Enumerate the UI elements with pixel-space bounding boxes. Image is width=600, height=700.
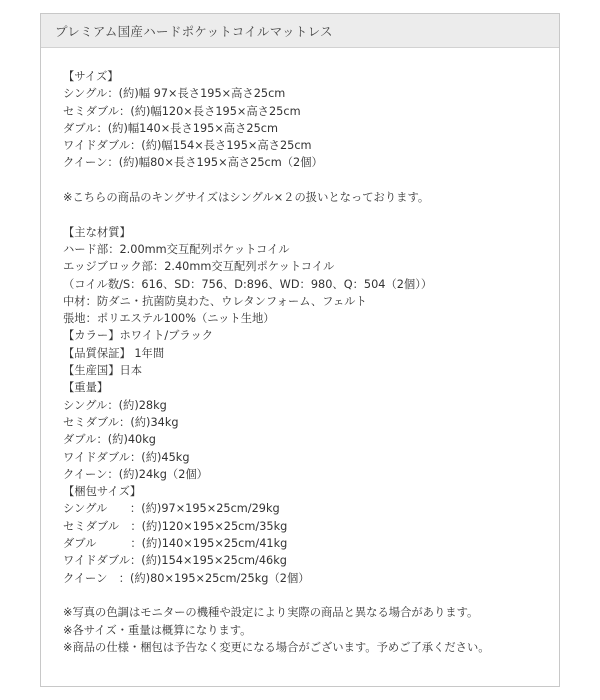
- spec-line: ※各サイズ・重量は概算になります。: [63, 623, 252, 637]
- spec-line: ワイドダブル：(約)154×195×25cm/46kg: [63, 554, 287, 568]
- spec-line: 【品質保証】 1年間: [63, 346, 165, 360]
- spec-line: 【重量】: [63, 381, 109, 395]
- spec-line: シングル ：(約)97×195×25cm/29kg: [63, 502, 280, 516]
- spec-panel: [40, 13, 560, 687]
- spec-section: [63, 224, 551, 587]
- spec-line: クイーン：(約)幅80×長さ195×高さ25cm（2個）: [63, 156, 323, 170]
- spec-line: ワイドダブル：(約)45kg: [63, 450, 190, 464]
- spec-line: 【生産国】日本: [63, 364, 143, 378]
- spec-line: セミダブル：(約)幅120×長さ195×高さ25cm: [63, 104, 301, 118]
- spec-line: 【主な材質】: [63, 225, 131, 239]
- spec-line: エッジブロック部：2.40mm交互配列ポケットコイル: [63, 260, 335, 274]
- spec-line: シングル：(約)幅 97×長さ195×高さ25cm: [63, 87, 286, 101]
- spec-line: クイーン ：(約)80×195×25cm/25kg（2個）: [63, 571, 310, 585]
- spec-line: ワイドダブル：(約)幅154×長さ195×高さ25cm: [63, 139, 312, 153]
- product-title: プレミアム国産ハードポケットコイルマットレス: [55, 23, 333, 39]
- spec-line: 【カラー】ホワイト/ブラック: [63, 329, 214, 343]
- section-spacer: [63, 587, 551, 604]
- spec-line: ※商品の仕様・梱包は予告なく変更になる場合がございます。予めご了承ください。: [63, 640, 490, 654]
- spec-line: セミダブル：(約)34kg: [63, 415, 179, 429]
- spec-line: ダブル：(約)幅140×長さ195×高さ25cm: [63, 121, 278, 135]
- section-spacer: [63, 172, 551, 189]
- spec-content: [63, 68, 551, 656]
- spec-line: クイーン：(約)24kg（2個）: [63, 467, 208, 481]
- spec-line: ハード部：2.00mm交互配列ポケットコイル: [63, 242, 290, 256]
- spec-line: シングル：(約)28kg: [63, 398, 167, 412]
- spec-line: 張地：ポリエステル100%（ニット生地）: [63, 312, 275, 326]
- spec-section: [63, 604, 551, 656]
- spec-line: 【梱包サイズ】: [63, 485, 142, 499]
- spec-line: セミダブル ：(約)120×195×25cm/35kg: [63, 519, 288, 533]
- spec-line: ダブル：(約)40kg: [63, 433, 156, 447]
- panel-header: [41, 14, 559, 48]
- spec-line: 中材：防ダニ・抗菌防臭わた、ウレタンフォーム、フェルト: [63, 294, 367, 308]
- spec-line: ダブル ：(約)140×195×25cm/41kg: [63, 537, 288, 551]
- section-spacer: [63, 206, 551, 223]
- spec-line: （コイル数/S：616、SD：756、D:896、WD：980、Q：504（2個））: [63, 277, 433, 291]
- spec-line: ※写真の色調はモニターの機種や設定により実際の商品と異なる場合があります。: [63, 606, 479, 620]
- spec-section: [63, 68, 551, 172]
- spec-line: ※こちらの商品のキングサイズはシングル×２の扱いとなっております。: [63, 191, 430, 205]
- spec-section: [63, 189, 551, 206]
- spec-line: 【サイズ】: [63, 70, 119, 83]
